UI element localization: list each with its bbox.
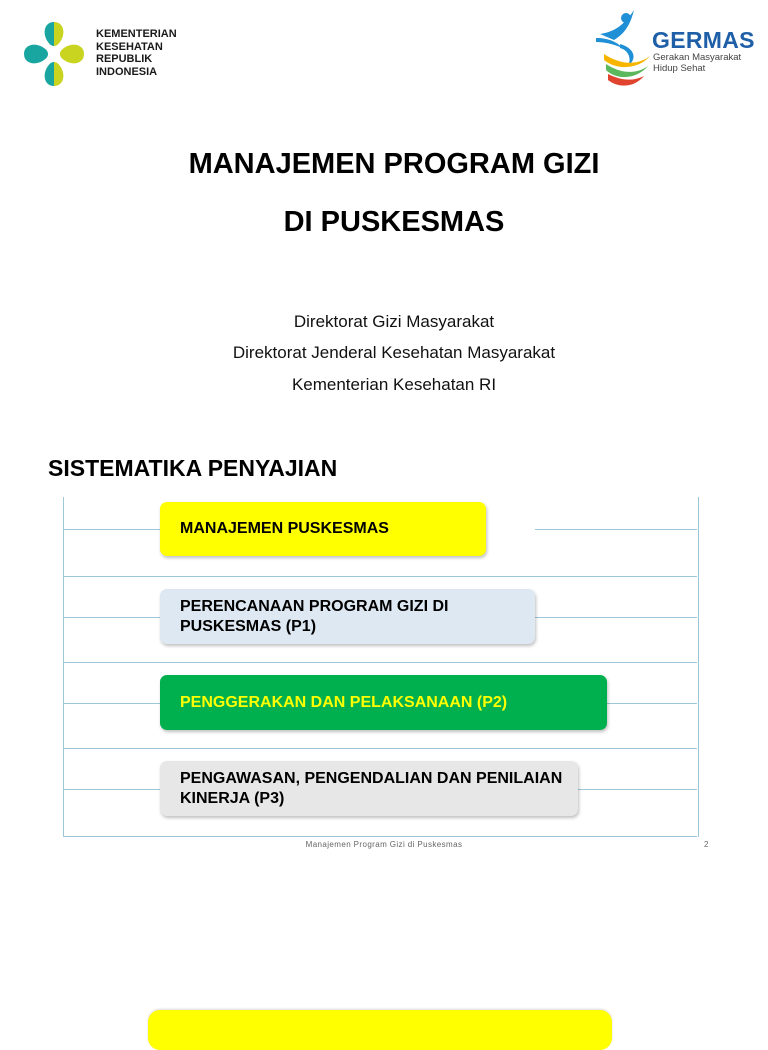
- germas-logo-icon: [594, 4, 654, 88]
- grid-line: [63, 529, 160, 530]
- page-number: 2: [704, 840, 709, 849]
- grid-line: [63, 703, 160, 704]
- grid-line: [63, 576, 697, 577]
- subtitle-line-3: Kementerian Kesehatan RI: [291, 375, 497, 394]
- germas-title: GERMAS: [652, 27, 755, 53]
- slide-title-line-1: MANAJEMEN PROGRAM GIZI: [188, 148, 600, 180]
- subtitle-line-2: Direktorat Jenderal Kesehatan Masyarakat: [232, 343, 556, 362]
- agenda-item-perencanaan: PERENCANAAN PROGRAM GIZI DI PUSKESMAS (P1): [160, 589, 535, 644]
- ministry-name-line: INDONESIA: [96, 65, 158, 78]
- ministry-name-line: KESEHATAN: [96, 40, 163, 53]
- subtitle-line-1: Direktorat Gizi Masyarakat: [293, 312, 495, 331]
- slide-footer: Manajemen Program Gizi di Puskesmas: [305, 840, 463, 849]
- grid-line: [535, 617, 697, 618]
- agenda-item-pengawasan: PENGAWASAN, PENGENDALIAN DAN PENILAIAN KINERJA (P3): [160, 761, 578, 816]
- grid-line: [63, 836, 697, 837]
- ministry-name-line: KEMENTERIAN: [96, 28, 177, 40]
- agenda-slide: [0, 430, 768, 860]
- kemenkes-logo-icon: [20, 18, 88, 90]
- germas-tagline-line: Hidup Sehat: [653, 62, 706, 74]
- germas-tagline: [653, 53, 741, 74]
- grid-line: [535, 529, 697, 530]
- agenda-item-penggerakan: PENGGERAKAN DAN PELAKSANAAN (P2): [160, 675, 607, 730]
- title-slide: [0, 0, 768, 430]
- grid-line: [607, 703, 697, 704]
- germas-tagline-line: Gerakan Masyarakat: [653, 52, 742, 63]
- ministry-name: [96, 28, 177, 78]
- slide-title-line-2: DI PUSKESMAS: [283, 206, 505, 238]
- agenda-item-manajemen-puskesmas: MANAJEMEN PUSKESMAS: [160, 502, 486, 556]
- grid-line: [578, 789, 697, 790]
- grid-line: [63, 617, 160, 618]
- grid-line: [63, 789, 160, 790]
- next-slide-yellow-box: [148, 1010, 612, 1050]
- grid-line: [63, 662, 697, 663]
- ministry-name-line: REPUBLIK: [96, 53, 153, 65]
- agenda-heading: SISTEMATIKA PENYAJIAN: [48, 455, 338, 481]
- grid-line: [63, 748, 697, 749]
